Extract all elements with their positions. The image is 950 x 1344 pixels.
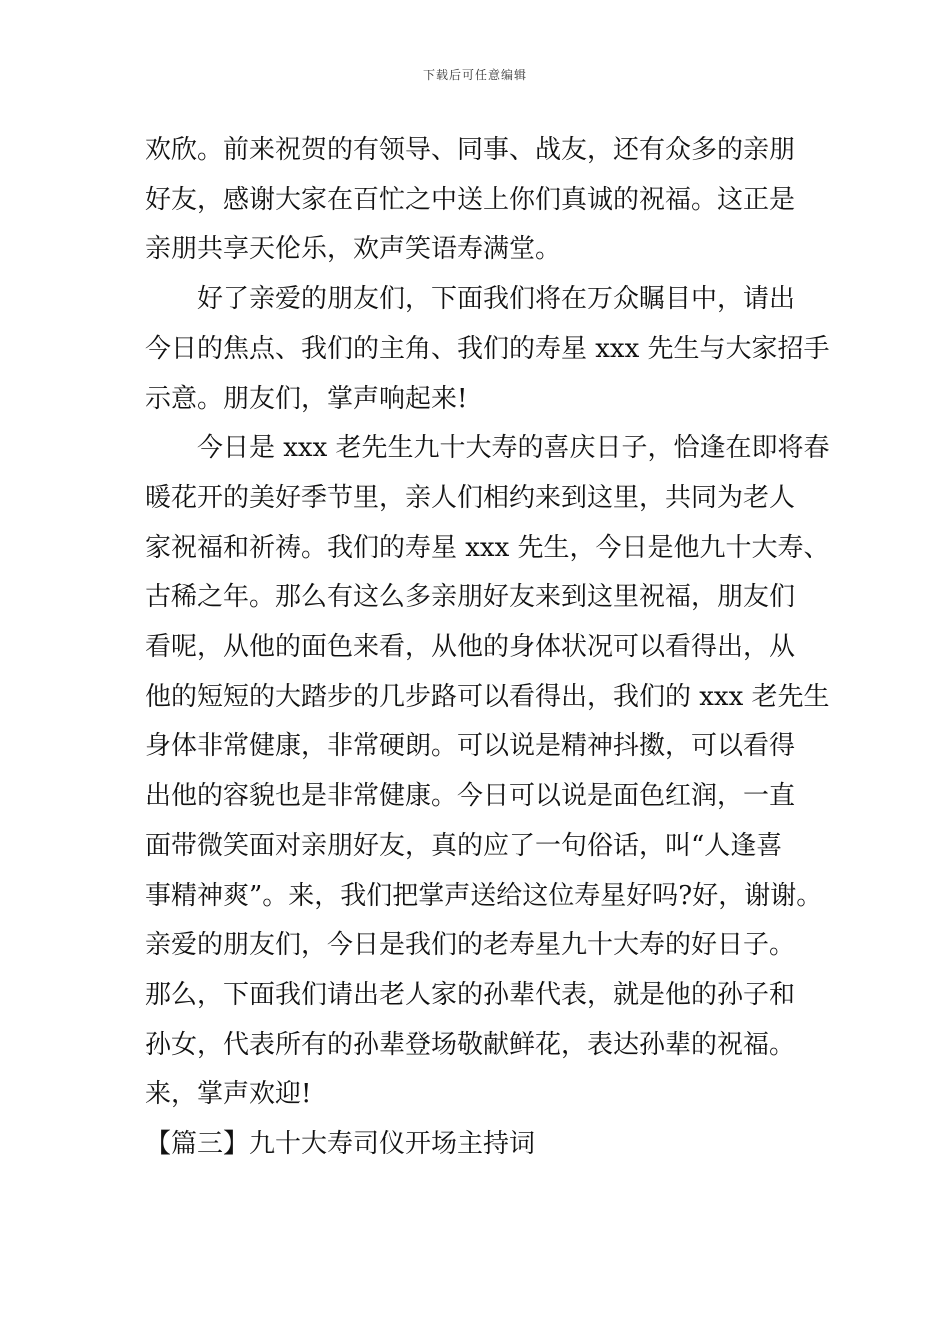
paragraph-line: 面带微笑面对亲朋好友，真的应了一句俗话，叫“人逢喜 — [145, 830, 783, 861]
paragraph-line: 事精神爽”。来，我们把掌声送给这位寿星好吗?好，谢谢。 — [145, 880, 823, 911]
paragraph-line: 那么，下面我们请出老人家的孙辈代表，就是他的孙子和 — [145, 979, 796, 1010]
section-title: 【篇三】九十大寿司仪开场主持词 — [145, 1129, 536, 1160]
paragraph-3 — [145, 424, 830, 1120]
paragraph-line: 看呢，从他的面色来看，从他的身体状况可以看得出，从 — [145, 632, 796, 663]
paragraph-line: 亲爱的朋友们，今日是我们的老寿星九十大寿的好日子。 — [145, 930, 796, 961]
paragraph-line: 好了亲爱的朋友们，下面我们将在万众瞩目中，请出 — [197, 284, 796, 315]
paragraph-line: 今日是 xxx 老先生九十大寿的喜庆日子，恰逢在即将春 — [197, 433, 830, 464]
paragraph-line: 古稀之年。那么有这么多亲朋好友来到这里祝福，朋友们 — [145, 582, 796, 613]
paragraph-line: 家祝福和祈祷。我们的寿星 xxx 先生，今日是他九十大寿、 — [145, 532, 830, 563]
document-body — [145, 126, 830, 1170]
paragraph-line: 孙女，代表所有的孙辈登场敬献鲜花，表达孙辈的祝福。 — [145, 1029, 796, 1060]
paragraph-line: 示意。朋友们，掌声响起来! — [145, 383, 468, 414]
paragraph-line: 今日的焦点、我们的主角、我们的寿星 xxx 先生与大家招手 — [145, 333, 830, 364]
page-header-note: 下载后可任意编辑 — [422, 68, 527, 82]
paragraph-line: 来，掌声欢迎! — [145, 1079, 312, 1110]
paragraph-line: 他的短短的大踏步的几步路可以看得出，我们的 xxx 老先生 — [145, 681, 830, 712]
paragraph-line: 欢欣。前来祝贺的有领导、同事、战友，还有众多的亲朋 — [145, 135, 796, 165]
paragraph-line: 暖花开的美好季节里，亲人们相约来到这里，共同为老人 — [145, 482, 796, 513]
paragraph-line: 身体非常健康，非常硬朗。可以说是精神抖擞，可以看得 — [145, 731, 796, 762]
paragraph-line: 好友，感谢大家在百忙之中送上你们真诚的祝福。这正是 — [145, 184, 796, 215]
paragraph-line: 亲朋共享天伦乐，欢声笑语寿满堂。 — [145, 234, 562, 265]
paragraph-2 — [145, 275, 830, 424]
paragraph-1 — [145, 126, 825, 275]
paragraph-line: 出他的容貌也是非常健康。今日可以说是面色红润，一直 — [145, 781, 796, 812]
